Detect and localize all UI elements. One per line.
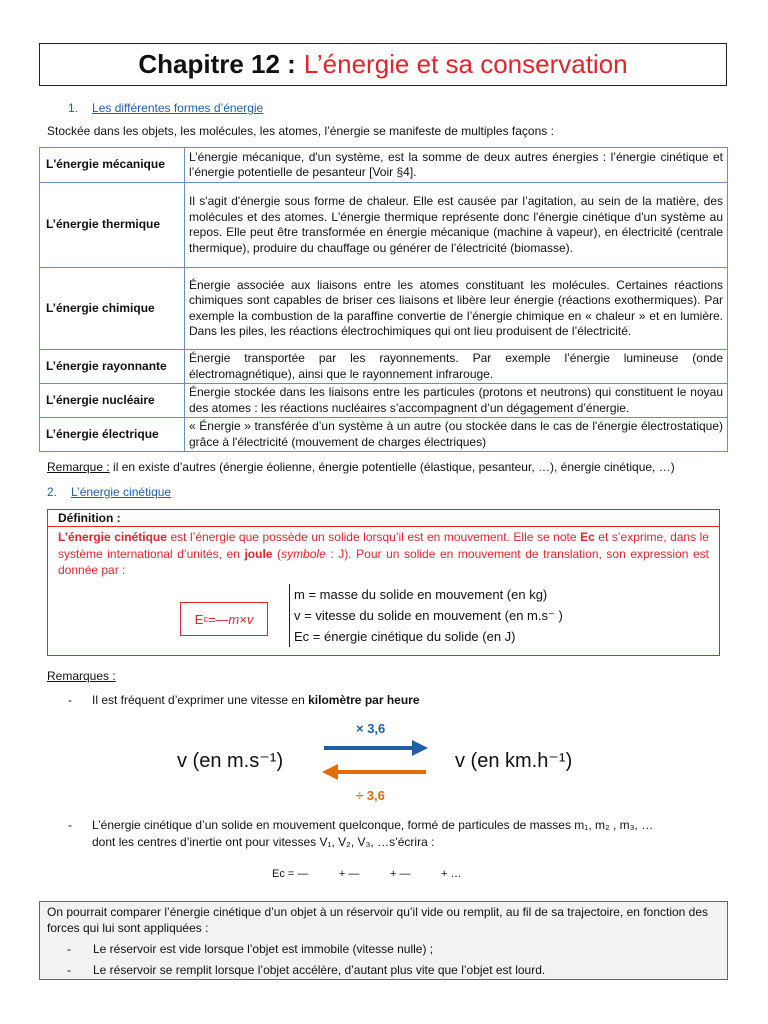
bullet-line2: dont les centres d’inertie ont pour vitesses V₁, V₂, V₃, …s’écrira : <box>92 835 435 849</box>
conversion-left-unit: v (en m.s⁻¹) <box>177 750 284 772</box>
section-2-number: 2. <box>47 485 58 499</box>
arrow-right-icon <box>324 740 428 756</box>
energy-label: L’énergie nucléaire <box>40 384 185 418</box>
energy-forms-table <box>39 147 728 452</box>
bullet-dash: - <box>68 818 72 832</box>
analogy-item <box>47 962 720 978</box>
formula-rhs: =—m×v <box>207 611 254 627</box>
page-title <box>39 43 727 86</box>
energy-description: Il s'agit d'énergie sous forme de chaleur. Elle est causée par l’agitation, au sein de la matière, des molécules et des atomes. L'énergie thermique représente donc l'énergie cinétique d'un système au repos. Elle peut être transformée en énergie mécanique (machine à vapeur), en électricité (centrale thermique), produire du chauffage ou générer de l’électricité (biomasse). <box>185 183 728 268</box>
definition-box <box>47 509 720 656</box>
table-row <box>40 268 728 350</box>
formula-lhs: E <box>194 611 204 627</box>
definition-unit: joule <box>244 546 273 561</box>
table-row <box>40 350 728 384</box>
bullet-dash: - <box>67 942 71 956</box>
table-row <box>40 183 728 268</box>
table-row <box>40 418 728 452</box>
section-2-title: L’énergie cinétique <box>71 485 172 499</box>
formula-legend <box>289 584 563 647</box>
definition-symbol-word: symbole <box>281 546 326 561</box>
remarks-title: Remarques : <box>47 669 116 683</box>
energy-description: L’énergie mécanique, d'un système, est la somme de deux autres énergies : l’énergie cinétique et l’énergie potentielle de pesanteur [Voir §4]. <box>185 148 728 183</box>
energy-label: L'énergie mécanique <box>40 148 185 183</box>
formula-sub: c <box>203 614 208 624</box>
energy-description: Énergie associée aux liaisons entre les atomes constituant les molécules. Certaines réactions chimiques sont capables de briser ces liaisons et libère leur énergie (réactions exothermiques). Par exemple la combustion de la paraffine convertie de l’énergie chimique en « chaleur » et en lumière. Dans les piles, les réactions électrochimiques qui ont lieu produisent de l’électricité. <box>185 268 728 350</box>
definition-text-part: et s’exprime, dans le système international d’unités, en <box>58 530 709 561</box>
table-row <box>40 384 728 418</box>
remark-other-energies <box>47 460 675 474</box>
energy-label: L’énergie chimique <box>40 268 185 350</box>
section-2-heading <box>47 485 171 499</box>
kinetic-energy-sum: Ec = — + — + — + … <box>272 868 462 880</box>
reservoir-analogy-box <box>39 901 728 980</box>
energy-description: « Énergie » transférée d’un système à un autre (ou stockée dans le cas de l'énergie électrostatique) grâce à l'électricité (mouvement de charges électriques) <box>185 418 728 452</box>
bullet-prefix: Il est fréquent d’exprimer une vitesse en <box>92 693 309 707</box>
legend-velocity: v = vitesse du solide en mouvement (en m.s⁻ ) <box>294 608 563 623</box>
analogy-intro: On pourrait comparer l’énergie cinétique d’un objet à un réservoir qu’il vide ou remplit, au fil de sa trajectoire, en fonction des forces qui lui sont appliquées : <box>47 905 709 935</box>
energy-description: Énergie stockée dans les liaisons entre les particules (protons et neutrons) qui constituent le noyau des atomes : les réactions nucléaires s’accompagnent d’un dégagement d’énergie. <box>185 384 728 418</box>
arrow-left-icon <box>322 764 426 780</box>
analogy-item-text: Le réservoir est vide lorsque l’objet est immobile (vitesse nulle) ; <box>93 942 434 956</box>
analogy-item-text: Le réservoir se remplit lorsque l’objet accélère, d’autant plus vite que l’objet est lourd. <box>93 963 546 977</box>
bullet-line1: L’énergie cinétique d’un solide en mouvement quelconque, formé de particules de masses m₁, m₂ , m₃, … <box>92 818 654 832</box>
definition-term: L’énergie cinétique <box>58 530 167 544</box>
definition-heading: Définition : <box>48 510 719 527</box>
energy-label: L’énergie rayonnante <box>40 350 185 384</box>
legend-mass: m = masse du solide en mouvement (en kg) <box>294 587 548 602</box>
bullet-dash: - <box>68 693 72 707</box>
conversion-multiply-label: × 3,6 <box>356 721 386 736</box>
chapter-subject: L’énergie et sa conservation <box>303 49 628 79</box>
section-1-title: Les différentes formes d’énergie <box>92 101 264 115</box>
speed-conversion-diagram <box>150 718 620 806</box>
intro-text: Stockée dans les objets, les molécules, les atomes, l’énergie se manifeste de multiples façons : <box>47 124 554 138</box>
conversion-divide-label: ÷ 3,6 <box>356 788 385 803</box>
conversion-right-unit: v (en km.h⁻¹) <box>455 750 573 772</box>
section-1-number: 1. <box>68 101 79 115</box>
table-row <box>40 148 728 183</box>
energy-label: L’énergie thermique <box>40 183 185 268</box>
remark-label: Remarque : <box>47 460 110 474</box>
energy-description: Énergie transportée par les rayonnements. Par exemple l’énergie lumineuse (onde électromagnétique), ainsi que le rayonnement infrarouge. <box>185 350 728 384</box>
section-1-heading <box>68 101 263 115</box>
conversion-arrows <box>320 736 430 786</box>
bullet-bold: kilomètre par heure <box>308 693 420 707</box>
definition-symbol: Ec <box>580 530 595 544</box>
energy-label: L’énergie électrique <box>40 418 185 452</box>
definition-text <box>48 527 719 579</box>
remark-text: il en existe d’autres (énergie éolienne, énergie potentielle (élastique, pesanteur, …), énergie cinétique, …) <box>109 460 675 474</box>
definition-text-part: ( <box>272 546 282 561</box>
definition-text-part: est l’énergie que possède un solide lorsqu’il est en mouvement. Elle se note <box>166 530 581 544</box>
analogy-item <box>47 941 720 957</box>
definition-text-part: : J). Pour un solide en mouvement de translation, son expression est donnée par : <box>58 546 709 577</box>
bullet-dash: - <box>67 963 71 977</box>
kinetic-energy-formula <box>180 602 268 636</box>
chapter-label: Chapitre 12 : <box>138 49 296 79</box>
bullet-text <box>92 693 420 707</box>
legend-energy: Ec = énergie cinétique du solide (en J) <box>294 629 516 644</box>
